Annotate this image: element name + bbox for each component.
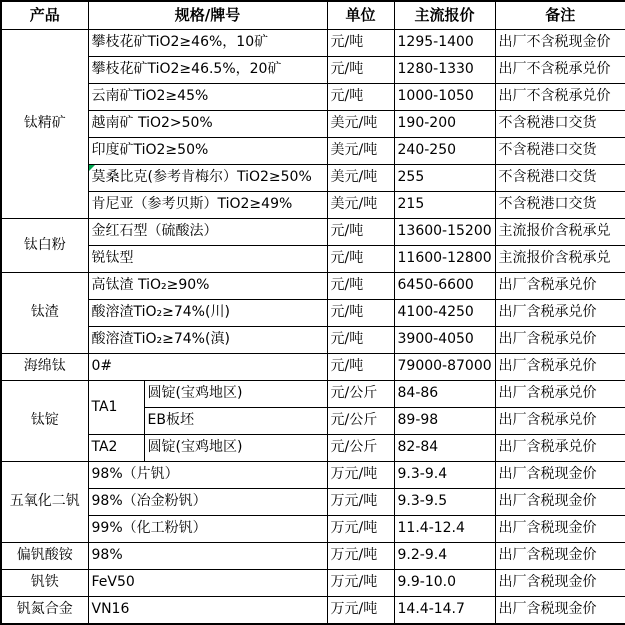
price-cell: 3900-4050 xyxy=(394,327,495,354)
product-cell: 钒氮合金 xyxy=(1,597,88,625)
note-cell: 出厂含税现金价 xyxy=(495,516,625,543)
table-row xyxy=(1,57,625,84)
product-cell: 钛白粉 xyxy=(1,219,88,273)
spec-cell: 98% xyxy=(88,543,327,570)
unit-cell: 元/吨 xyxy=(327,84,394,111)
unit-cell: 元/吨 xyxy=(327,354,394,381)
product-cell: 五氧化二钒 xyxy=(1,462,88,543)
table-row xyxy=(1,462,625,489)
col-header-unit: 单位 xyxy=(327,1,394,30)
price-cell: 6450-6600 xyxy=(394,273,495,300)
note-cell: 出厂含税现金价 xyxy=(495,570,625,597)
price-cell: 84-86 xyxy=(394,381,495,408)
spec-cell: 云南矿TiO2≥45% xyxy=(88,84,327,111)
price-cell: 82-84 xyxy=(394,435,495,462)
product-cell: 海绵钛 xyxy=(1,354,88,381)
unit-cell: 美元/吨 xyxy=(327,111,394,138)
unit-cell: 万元/吨 xyxy=(327,489,394,516)
note-cell: 出厂含税承兑价 xyxy=(495,435,625,462)
spec-cell: 酸溶渣TiO₂≥74%(滇) xyxy=(88,327,327,354)
price-cell: 11.4-12.4 xyxy=(394,516,495,543)
price-cell: 190-200 xyxy=(394,111,495,138)
spec-cell: 高钛渣 TiO₂≥90% xyxy=(88,273,327,300)
price-cell: 255 xyxy=(394,165,495,192)
unit-cell: 元/公斤 xyxy=(327,381,394,408)
price-cell: 1295-1400 xyxy=(394,30,495,57)
price-cell: 13600-15200 xyxy=(394,219,495,246)
col-header-product: 产品 xyxy=(1,1,88,30)
product-cell: 钒铁 xyxy=(1,570,88,597)
grade-cell: TA2 xyxy=(88,435,144,462)
note-cell: 出厂不含税承兑价 xyxy=(495,57,625,84)
unit-cell: 元/公斤 xyxy=(327,408,394,435)
note-cell: 主流报价含税承兑 xyxy=(495,246,625,273)
table-row xyxy=(1,219,625,246)
table-row xyxy=(1,489,625,516)
spec-cell: 印度矿TiO2≥50% xyxy=(88,138,327,165)
unit-cell: 元/公斤 xyxy=(327,435,394,462)
price-cell: 89-98 xyxy=(394,408,495,435)
table-row xyxy=(1,543,625,570)
spec-cell: 98%（冶金粉钒） xyxy=(88,489,327,516)
price-cell: 4100-4250 xyxy=(394,300,495,327)
spec-cell: 98%（片钒） xyxy=(88,462,327,489)
note-cell: 出厂含税承兑价 xyxy=(495,273,625,300)
header-row xyxy=(1,1,625,30)
spec-cell: 肯尼亚（参考贝斯）TiO2≥49% xyxy=(88,192,327,219)
note-cell: 不含税港口交货 xyxy=(495,165,625,192)
unit-cell: 万元/吨 xyxy=(327,543,394,570)
spec-cell: 锐钛型 xyxy=(88,246,327,273)
spec-cell: 0# xyxy=(88,354,327,381)
product-cell: 钛锭 xyxy=(1,381,88,462)
spec-cell: 圆锭(宝鸡地区) xyxy=(144,381,327,408)
spec-cell: 酸溶渣TiO₂≥74%(川) xyxy=(88,300,327,327)
price-cell: 11600-12800 xyxy=(394,246,495,273)
unit-cell: 美元/吨 xyxy=(327,138,394,165)
unit-cell: 元/吨 xyxy=(327,30,394,57)
spec-cell: 攀枝花矿TiO2≥46%，10矿 xyxy=(88,30,327,57)
spec-text: 莫桑比克(参考肯梅尔）TiO2≥50% xyxy=(91,169,312,186)
price-cell: 9.3-9.4 xyxy=(394,462,495,489)
price-cell: 1000-1050 xyxy=(394,84,495,111)
note-cell: 不含税港口交货 xyxy=(495,111,625,138)
table-row xyxy=(1,273,625,300)
price-cell: 215 xyxy=(394,192,495,219)
unit-cell: 美元/吨 xyxy=(327,165,394,192)
spec-cell: 攀枝花矿TiO2≥46.5%，20矿 xyxy=(88,57,327,84)
unit-cell: 元/吨 xyxy=(327,246,394,273)
table-row xyxy=(1,84,625,111)
unit-cell: 元/吨 xyxy=(327,327,394,354)
table-row xyxy=(1,246,625,273)
note-cell: 出厂不含税现金价 xyxy=(495,30,625,57)
product-cell: 钛精矿 xyxy=(1,30,88,219)
unit-cell: 万元/吨 xyxy=(327,570,394,597)
grade-cell: TA1 xyxy=(88,381,144,435)
note-cell: 不含税港口交货 xyxy=(495,138,625,165)
price-cell: 9.9-10.0 xyxy=(394,570,495,597)
product-cell: 偏钒酸铵 xyxy=(1,543,88,570)
unit-cell: 万元/吨 xyxy=(327,597,394,625)
table-row xyxy=(1,138,625,165)
col-header-note: 备注 xyxy=(495,1,625,30)
note-cell: 出厂含税现金价 xyxy=(495,543,625,570)
unit-cell: 美元/吨 xyxy=(327,192,394,219)
price-cell: 79000-87000 xyxy=(394,354,495,381)
spec-cell: FeV50 xyxy=(88,570,327,597)
table-row xyxy=(1,192,625,219)
table-row xyxy=(1,165,625,192)
price-cell: 9.2-9.4 xyxy=(394,543,495,570)
table-row xyxy=(1,354,625,381)
price-cell: 9.3-9.5 xyxy=(394,489,495,516)
note-cell: 出厂含税现金价 xyxy=(495,489,625,516)
spec-cell: EB板坯 xyxy=(144,408,327,435)
table-row xyxy=(1,597,625,625)
spec-cell: 越南矿 TiO2>50% xyxy=(88,111,327,138)
price-cell: 1280-1330 xyxy=(394,57,495,84)
note-cell: 出厂含税承兑价 xyxy=(495,354,625,381)
col-header-spec: 规格/牌号 xyxy=(88,1,327,30)
note-cell: 出厂含税现金价 xyxy=(495,597,625,625)
table-row xyxy=(1,300,625,327)
note-cell: 出厂含税承兑价 xyxy=(495,300,625,327)
spec-cell: VN16 xyxy=(88,597,327,625)
table-row xyxy=(1,381,625,408)
unit-cell: 元/吨 xyxy=(327,57,394,84)
unit-cell: 元/吨 xyxy=(327,300,394,327)
note-cell: 出厂含税现金价 xyxy=(495,462,625,489)
col-header-price: 主流报价 xyxy=(394,1,495,30)
note-cell: 出厂含税承兑价 xyxy=(495,381,625,408)
table-row xyxy=(1,435,625,462)
note-cell: 主流报价含税承兑 xyxy=(495,219,625,246)
table-row xyxy=(1,327,625,354)
note-cell: 出厂不含税承兑价 xyxy=(495,84,625,111)
note-cell: 出厂含税承兑价 xyxy=(495,327,625,354)
spec-cell: 圆锭(宝鸡地区) xyxy=(144,435,327,462)
table-row xyxy=(1,516,625,543)
price-cell: 240-250 xyxy=(394,138,495,165)
table-row xyxy=(1,111,625,138)
cell-corner-flag-icon xyxy=(89,165,95,171)
note-cell: 不含税港口交货 xyxy=(495,192,625,219)
unit-cell: 万元/吨 xyxy=(327,462,394,489)
price-cell: 14.4-14.7 xyxy=(394,597,495,625)
spec-cell xyxy=(88,165,327,192)
unit-cell: 元/吨 xyxy=(327,219,394,246)
product-cell: 钛渣 xyxy=(1,273,88,354)
table-row xyxy=(1,30,625,57)
unit-cell: 元/吨 xyxy=(327,273,394,300)
spec-cell: 金红石型（硫酸法） xyxy=(88,219,327,246)
spec-cell: 99%（化工粉钒） xyxy=(88,516,327,543)
table-row xyxy=(1,570,625,597)
note-cell: 出厂含税承兑价 xyxy=(495,408,625,435)
unit-cell: 万元/吨 xyxy=(327,516,394,543)
